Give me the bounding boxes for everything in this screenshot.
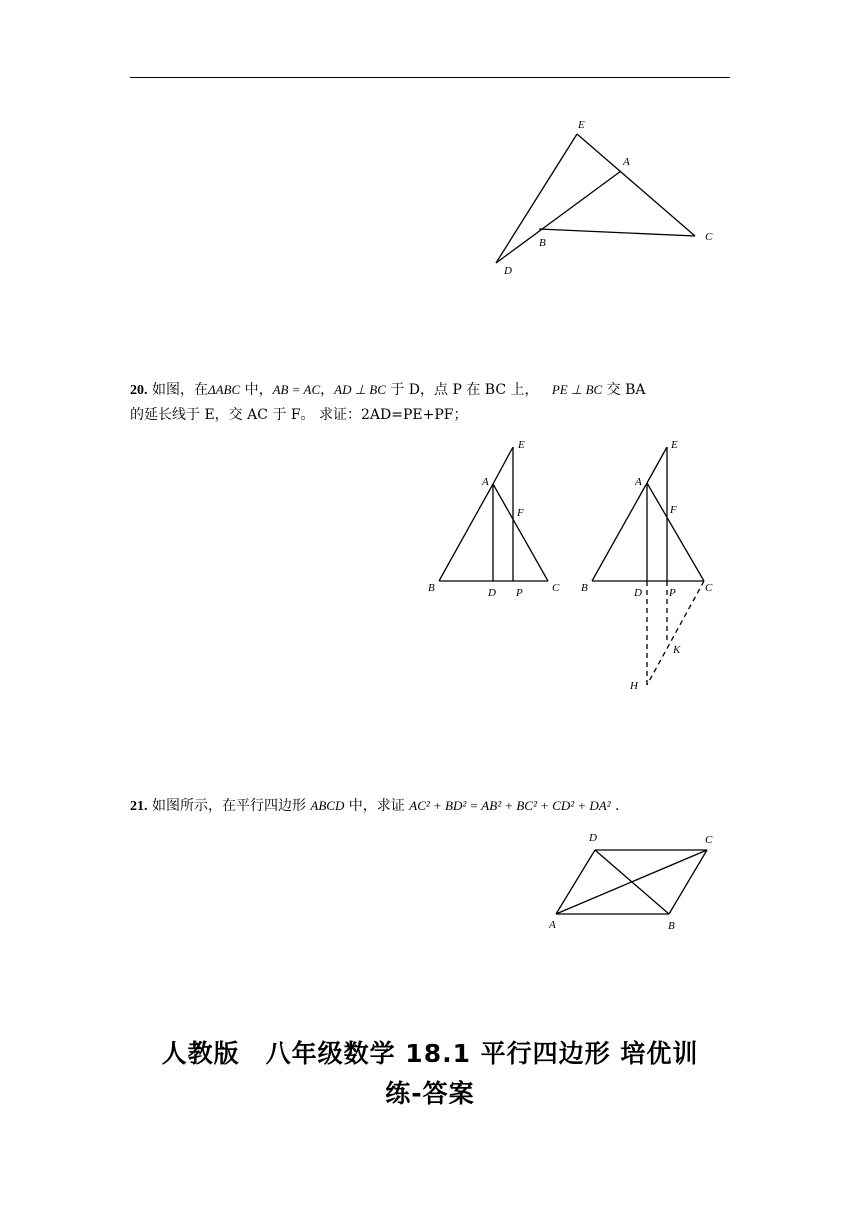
label-C: C (552, 582, 560, 594)
label-C: C (705, 582, 713, 594)
label-D: D (504, 265, 512, 277)
label-F: F (517, 507, 524, 519)
segment-BC (669, 850, 707, 914)
label-A: A (635, 476, 642, 488)
segment-ED (496, 134, 577, 263)
segment-AC (493, 484, 548, 581)
answer-title (110, 1034, 750, 1114)
q21-formula: AC² + BD² = AB² + BC² + CD² + DA² (409, 798, 611, 813)
label-B: B (539, 237, 546, 249)
label-E: E (578, 119, 585, 131)
q20-text: 交 BA (602, 382, 646, 398)
label-B: B (668, 920, 675, 932)
segment-AC (647, 483, 704, 581)
label-H: H (630, 680, 638, 692)
label-B: B (428, 582, 435, 594)
segment-BA (592, 483, 647, 581)
q20-perpendicular: AD ⊥ BC (334, 382, 386, 397)
label-D: D (634, 587, 642, 599)
label-P: P (669, 587, 676, 599)
segment-AE (493, 447, 513, 484)
label-K: K (673, 644, 681, 656)
label-A: A (623, 156, 630, 168)
header-rule (130, 77, 730, 78)
q21-text: 如图所示，在平行四边形 (147, 798, 311, 814)
question-20-line1 (130, 378, 646, 403)
q20-perpendicular-2: PE ⊥ BC (551, 382, 603, 397)
segment-EC (577, 134, 695, 236)
q20-text: 于 D，点 P 在 BC 上， (385, 382, 539, 398)
q21-text: 中，求证 (344, 798, 410, 814)
figure-q20-left (425, 435, 575, 605)
diagonal-DB (595, 850, 669, 914)
segment-AE (647, 447, 667, 483)
label-F: F (670, 504, 677, 516)
label-E: E (518, 439, 525, 451)
question-20-line2: 的延长线于 E，交 AC 于 F。 求证：2AD=PE+PF； (130, 407, 468, 423)
question-number: 20. (130, 383, 148, 398)
q20-triangle: ΔABC (207, 382, 241, 397)
q21-text: . (610, 798, 620, 814)
label-A: A (482, 476, 489, 488)
answer-title-line2: 练-答案 (385, 1079, 475, 1108)
label-B: B (581, 582, 588, 594)
question-number: 21. (130, 799, 148, 814)
label-P: P (516, 587, 523, 599)
figure-q21 (545, 828, 730, 938)
label-D: D (488, 587, 496, 599)
answer-title-line1: 人教版 八年级数学 18.1 平行四边形 培优训 (161, 1039, 699, 1068)
label-A: A (549, 919, 556, 931)
label-D: D (589, 832, 597, 844)
q20-text: 中， (240, 382, 273, 398)
segment-BA (439, 484, 493, 581)
q20-text: 如图，在 (147, 382, 208, 398)
figure-q19 (480, 110, 730, 285)
question-21 (130, 794, 620, 819)
figure-q20-right (578, 435, 728, 700)
label-E: E (671, 439, 678, 451)
label-C: C (705, 834, 713, 846)
q20-equality: AB = AC (272, 382, 321, 397)
segment-DA (496, 171, 621, 263)
segment-BC (539, 229, 695, 236)
q20-text: ， (320, 382, 335, 398)
label-C: C (705, 231, 713, 243)
segment-AD (556, 850, 595, 914)
q21-shape: ABCD (310, 798, 345, 813)
question-20 (130, 378, 646, 427)
